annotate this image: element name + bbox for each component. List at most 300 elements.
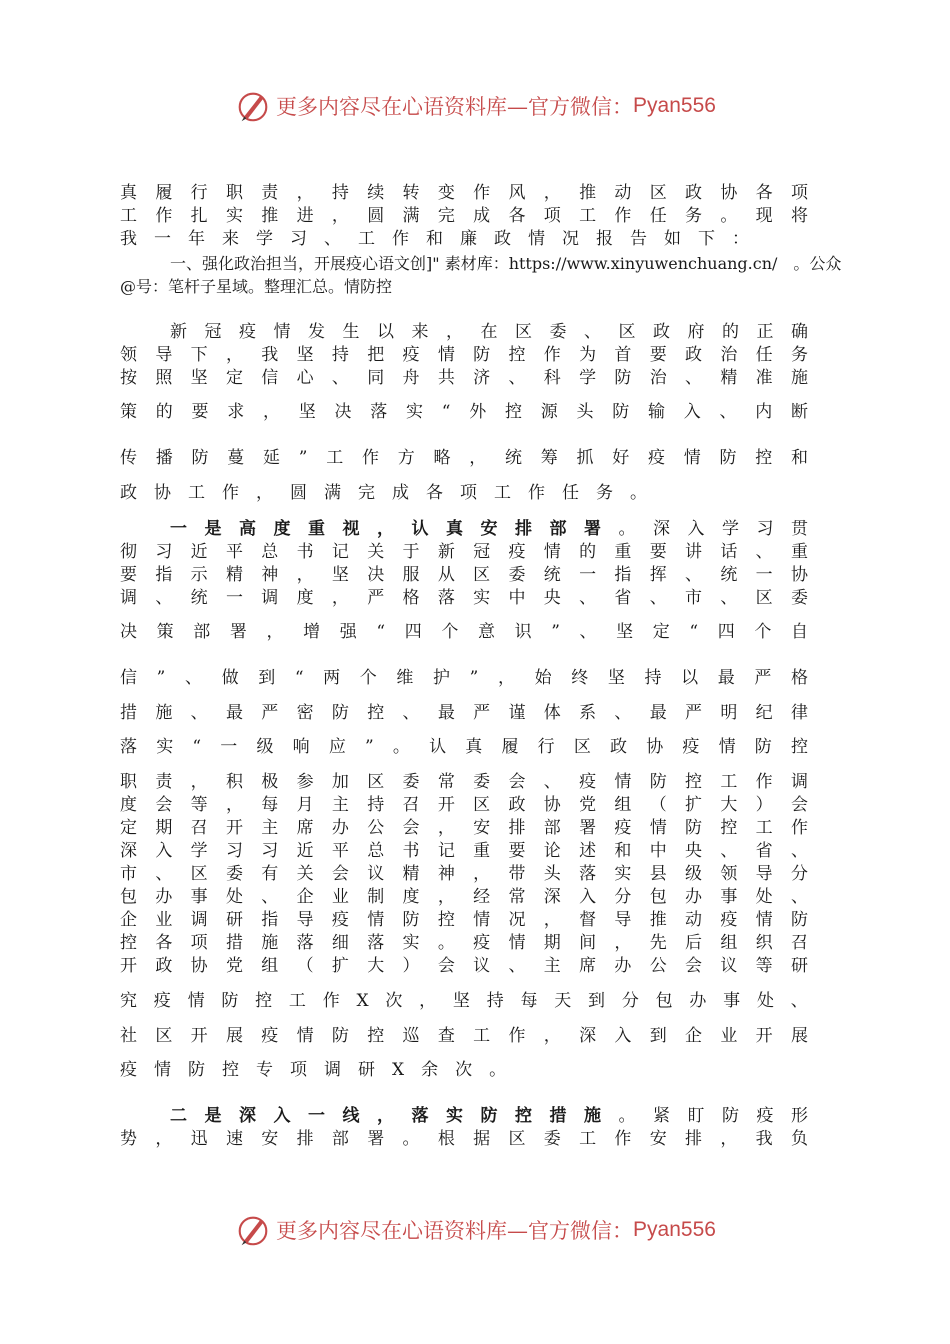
text-char: 办 [689, 991, 707, 1011]
text-char: 认 [411, 519, 429, 539]
text-char: 施 [155, 703, 173, 723]
text-char: 落 [437, 588, 455, 608]
text-char: 满 [402, 206, 420, 226]
text-char: 开 [755, 1026, 773, 1046]
text-char: 导 [755, 864, 773, 884]
text-char: 终 [571, 668, 589, 688]
text-char: 等 [755, 956, 773, 976]
text-char: 每 [261, 795, 279, 815]
text-char: 施 [261, 933, 279, 953]
text-char: 项 [790, 183, 808, 203]
text-char: 展 [225, 1026, 243, 1046]
text-char: 把 [367, 345, 385, 365]
text-char: 专 [256, 1060, 273, 1080]
text-char: 延 [263, 448, 280, 468]
text-char: 完 [437, 206, 455, 226]
text-char: 疫 [120, 1060, 137, 1080]
text-char: 情 [367, 910, 385, 930]
text-char: 委 [402, 772, 420, 792]
text-char: 情 [683, 448, 701, 468]
text-char: 习 [756, 519, 774, 539]
text-char: 疫 [261, 1026, 279, 1046]
text-char: 开 [120, 956, 137, 976]
text-char: 首 [614, 345, 632, 365]
text-char: 策 [156, 622, 174, 642]
text-char: 督 [579, 910, 597, 930]
text-char: 纪 [755, 703, 773, 723]
text-char: 传 [120, 448, 137, 468]
text-char: 大 [367, 956, 385, 976]
text-line [120, 564, 808, 586]
text-char: 企 [685, 1026, 702, 1046]
text-char: 按 [120, 368, 137, 388]
text-line [120, 1128, 808, 1150]
text-char: 调 [120, 588, 137, 608]
text-char: 指 [614, 565, 632, 585]
text-char: 省 [755, 841, 773, 861]
text-char: 企 [120, 910, 137, 930]
text-char: 作 [361, 448, 379, 468]
text-char: 来 [222, 229, 239, 249]
text-char: ” [365, 737, 374, 757]
text-char: 度 [296, 588, 314, 608]
text-line [120, 817, 808, 839]
text-char: 制 [367, 887, 385, 907]
text-char: 会 [155, 795, 173, 815]
text-char: 开 [225, 818, 243, 838]
text-char: 政 [685, 183, 702, 203]
text-char: 任 [755, 345, 773, 365]
text-char: 委 [790, 588, 808, 608]
text-char: 形 [791, 1106, 808, 1126]
text-char: 抓 [576, 448, 594, 468]
text-char: 防 [221, 991, 239, 1011]
text-char: 履 [501, 737, 519, 757]
text-char: 重 [308, 519, 325, 539]
text-char: 。 [392, 737, 410, 757]
text-char: “ [294, 668, 304, 688]
text-char: ” [156, 668, 166, 688]
text-char: 项 [190, 933, 208, 953]
text-line [120, 886, 808, 908]
text-char: 包 [120, 887, 137, 907]
text-char: 最 [717, 668, 735, 688]
text-char: 控 [367, 1026, 385, 1046]
text-char: 疫 [720, 910, 738, 930]
text-char: 防 [685, 818, 702, 838]
text-char: 服 [402, 565, 420, 585]
text-char: 视 [342, 519, 360, 539]
text-char: 共 [437, 368, 455, 388]
text-char: 强 [339, 622, 357, 642]
text-char: 。 [720, 206, 738, 226]
text-char: 作 [473, 183, 491, 203]
text-char: 防 [722, 1106, 739, 1126]
text-char: ） [402, 956, 420, 976]
text-char: 自 [790, 622, 808, 642]
text-char: 措 [225, 933, 243, 953]
text-char: 工 [188, 483, 205, 503]
text-char: 月 [296, 795, 314, 815]
text-char: 统 [504, 448, 522, 468]
text-char: 积 [225, 772, 243, 792]
text-char: 控 [720, 818, 738, 838]
text-line [120, 955, 808, 977]
text-char: 、 [720, 841, 738, 861]
text-char: 认 [429, 737, 447, 757]
text-line [120, 840, 808, 862]
text-char: 研 [790, 956, 808, 976]
text-char: 新 [437, 542, 455, 562]
text-char: “ [689, 622, 699, 642]
text-char: 深 [579, 1026, 597, 1046]
text-char: 业 [331, 887, 349, 907]
text-char: 我 [755, 1129, 773, 1149]
text-char: 协 [154, 483, 171, 503]
text-char: 、 [720, 588, 738, 608]
text-char: 情 [543, 542, 561, 562]
text-char: ， [296, 565, 314, 585]
text-char: ， [331, 206, 349, 226]
text-char: “ [376, 622, 386, 642]
text-char: 指 [155, 565, 173, 585]
text-char: 等 [190, 795, 208, 815]
text-char: 冠 [473, 542, 491, 562]
text-char: 事 [723, 991, 741, 1011]
text-char: 一 [308, 1106, 325, 1126]
text-char: 我 [120, 229, 137, 249]
text-char: 查 [437, 1026, 455, 1046]
text-char: 实 [446, 1106, 463, 1126]
text-char: 持 [331, 183, 349, 203]
text-char: 情 [437, 345, 455, 365]
text-char: 巡 [402, 1026, 420, 1046]
text-char: 一 [579, 565, 597, 585]
text-char: 防 [402, 910, 420, 930]
text-char: 疫 [239, 322, 256, 342]
text-line [120, 344, 808, 366]
text-char: 要 [120, 565, 137, 585]
text-char: ， [446, 322, 463, 342]
text-char: 要 [508, 841, 526, 861]
text-char: 速 [225, 1129, 243, 1149]
text-char: 统 [190, 588, 208, 608]
text-char: 处 [225, 887, 243, 907]
text-char: 将 [790, 206, 808, 226]
text-char: 年 [188, 229, 205, 249]
text-char: 况 [508, 910, 526, 930]
text-char: 区 [155, 1026, 173, 1046]
text-char: 每 [520, 991, 538, 1011]
text-char: 中 [508, 588, 526, 608]
text-char: ： [732, 229, 749, 249]
text-char: 学 [190, 841, 208, 861]
text-char: 分 [614, 887, 632, 907]
text-char: 措 [549, 1106, 567, 1126]
text-char: 实 [614, 864, 632, 884]
text-char: 有 [261, 864, 279, 884]
text-char: ， [543, 910, 561, 930]
text-char: 事 [720, 887, 738, 907]
text-char: 两 [323, 668, 341, 688]
text-char: 区 [508, 1129, 526, 1149]
text-char: 圆 [367, 206, 385, 226]
text-char: 平 [331, 841, 349, 861]
text-line [120, 863, 808, 885]
text-char: X [392, 1060, 405, 1080]
text-char: 项 [543, 206, 561, 226]
text-line [120, 182, 808, 204]
text-char: ， [419, 991, 437, 1011]
text-char: 度 [273, 519, 291, 539]
text-char: 二 [170, 1106, 187, 1126]
text-char: 重 [790, 542, 808, 562]
text-char: 召 [190, 818, 208, 838]
text-char: 先 [649, 933, 667, 953]
text-char: 报 [596, 229, 613, 249]
text-char: ， [225, 795, 243, 815]
text-char: 一 [220, 737, 238, 757]
text-char: 防 [649, 772, 667, 792]
text-char: ， [377, 1106, 394, 1126]
text-char: 格 [402, 588, 420, 608]
text-char: 署 [229, 622, 247, 642]
text-char: 重 [473, 841, 491, 861]
text-line [120, 205, 808, 227]
text-char: 科 [543, 368, 561, 388]
text-char: 冠 [204, 322, 222, 342]
text-char: 扎 [190, 206, 208, 226]
text-char: 调 [190, 910, 208, 930]
text-char: 决 [367, 565, 385, 585]
text-char: 和 [426, 229, 443, 249]
text-char: 生 [342, 322, 360, 342]
text-char: 入 [683, 402, 701, 422]
text-char: 响 [292, 737, 310, 757]
text-char: 协 [190, 956, 208, 976]
text-char: 坚 [296, 345, 314, 365]
text-char: 、 [155, 588, 173, 608]
text-char: “ [192, 737, 202, 757]
text-char: 防 [331, 703, 349, 723]
text-char: 领 [120, 345, 137, 365]
text-char: 情 [649, 818, 667, 838]
text-char: 同 [367, 368, 385, 388]
text-char: 源 [540, 402, 558, 422]
text-line [120, 1025, 808, 1047]
text-char: 部 [331, 1129, 349, 1149]
text-char: 余 [421, 1060, 439, 1080]
text-char: 正 [756, 322, 774, 342]
text-char: 精 [720, 368, 738, 388]
text-char: 职 [225, 183, 243, 203]
text-char: 落 [120, 737, 137, 757]
text-char: 情 [755, 910, 773, 930]
text-char: 府 [687, 322, 705, 342]
text-char: 落 [367, 933, 385, 953]
text-char: 、 [402, 703, 420, 723]
text-char: 各 [155, 933, 173, 953]
text-char: 工 [720, 772, 738, 792]
text-char: 情 [528, 229, 545, 249]
text-char: 各 [426, 483, 443, 503]
text-char: 开 [437, 795, 455, 815]
text-char: 施 [790, 368, 808, 388]
text-char: 省 [614, 588, 632, 608]
text-char: 落 [411, 1106, 429, 1126]
text-char: 律 [790, 703, 808, 723]
text-char: 究 [120, 991, 137, 1011]
text-char: 治 [649, 368, 667, 388]
text-char: 工 [579, 1129, 597, 1149]
text-char: 严 [473, 703, 491, 723]
text-char: 工 [288, 991, 306, 1011]
text-char: 办 [685, 887, 702, 907]
text-char: 、 [579, 622, 597, 642]
text-char: 市 [120, 864, 137, 884]
text-char: 动 [685, 910, 702, 930]
text-char: 平 [225, 542, 243, 562]
text-char: 总 [261, 542, 279, 562]
text-char: 、 [508, 956, 526, 976]
text-char: 常 [508, 887, 526, 907]
text-char: 持 [367, 795, 385, 815]
text-char: 推 [261, 206, 279, 226]
text-char: 好 [612, 448, 630, 468]
text-char: 扩 [331, 956, 349, 976]
text-char: 党 [579, 795, 597, 815]
text-char: 落 [370, 402, 388, 422]
text-char: 照 [155, 368, 173, 388]
text-char: 入 [273, 1106, 291, 1126]
text-char: 防 [188, 1060, 205, 1080]
text-char: 会 [402, 818, 420, 838]
text-line [120, 932, 808, 954]
text-char: 加 [331, 772, 349, 792]
text-char: 入 [579, 887, 597, 907]
text-char: 间 [579, 933, 597, 953]
text-char: 。 [618, 1106, 636, 1126]
text-char: 组 [261, 956, 279, 976]
text-char: 工 [579, 206, 597, 226]
text-char: 组 [720, 933, 738, 953]
text-char: 排 [515, 519, 532, 539]
text-char: 协 [720, 183, 738, 203]
text-line [120, 909, 808, 931]
text-char: 舟 [402, 368, 420, 388]
text-char: 风 [508, 183, 526, 203]
text-char: ” [298, 448, 308, 468]
text-char: 统 [543, 565, 561, 585]
text-char: 于 [402, 542, 420, 562]
text-char: 项 [290, 1060, 307, 1080]
text-char: 要 [649, 345, 667, 365]
text-char: 应 [328, 737, 346, 757]
text-char: ， [614, 933, 632, 953]
text-char: 公 [649, 956, 667, 976]
text-char: 区 [618, 322, 636, 342]
text-char: 施 [584, 1106, 601, 1126]
text-char: 系 [579, 703, 597, 723]
footer-banner [0, 1210, 950, 1250]
text-char: 党 [225, 956, 243, 976]
text-char: 总 [367, 841, 385, 861]
text-char: 委 [543, 1129, 561, 1149]
text-char: 工 [326, 448, 344, 468]
text-char: 况 [562, 229, 579, 249]
text-char: 高 [239, 519, 256, 539]
text-char: 委 [473, 772, 491, 792]
text-char: 开 [190, 1026, 208, 1046]
text-char: 蔓 [227, 448, 245, 468]
text-char: 格 [790, 668, 808, 688]
text-char: 持 [486, 991, 504, 1011]
text-char: 政 [685, 345, 702, 365]
text-char: 作 [614, 1129, 632, 1149]
text-char: 行 [190, 183, 208, 203]
text-char: 主 [261, 818, 279, 838]
text-char: 委 [508, 565, 526, 585]
text-char: 政 [508, 795, 526, 815]
text-char: 排 [508, 818, 526, 838]
text-char: 深 [120, 841, 137, 861]
text-char: 示 [190, 565, 208, 585]
text-char: 度 [120, 795, 137, 815]
text-char: 书 [402, 841, 420, 861]
text-char: 疫 [756, 1106, 774, 1126]
text-char: 主 [331, 795, 349, 815]
text-char: 政 [653, 322, 670, 342]
text-char: 一 [154, 229, 171, 249]
text-char: 作 [222, 483, 239, 503]
text-char: 作 [508, 1026, 526, 1046]
text-char: 据 [473, 1129, 491, 1149]
text-char: 续 [367, 183, 385, 203]
text-char: 关 [367, 542, 385, 562]
text-char: 入 [687, 519, 705, 539]
text-char: 防 [614, 368, 632, 388]
text-char: 、 [261, 887, 279, 907]
text-char: 策 [120, 402, 137, 422]
text-char: 一 [225, 588, 243, 608]
text-char: ， [155, 1129, 173, 1149]
text-char: 完 [358, 483, 375, 503]
text-char: 入 [155, 841, 173, 861]
text-char: 工 [494, 483, 511, 503]
text-char: 署 [579, 818, 597, 838]
text-char: 控 [222, 1060, 239, 1080]
text-char: ， [266, 622, 284, 642]
text-char: 级 [256, 737, 274, 757]
text-char: 情 [187, 991, 205, 1011]
text-char: 防 [612, 402, 630, 422]
text-char: 输 [647, 402, 665, 422]
text-char: 做 [221, 668, 239, 688]
text-char: 外 [469, 402, 487, 422]
text-char: 习 [261, 841, 279, 861]
text-char: 信 [261, 368, 279, 388]
text-char: 和 [790, 448, 808, 468]
text-char: 控 [685, 772, 702, 792]
text-char: ， [190, 772, 208, 792]
section-heading-line-2: @号：笔杆子星域。整理汇总。情防控 [120, 277, 393, 296]
text-char: 度 [402, 887, 420, 907]
text-char: 议 [367, 864, 385, 884]
text-char: 严 [754, 668, 772, 688]
text-char: ， [256, 483, 273, 503]
text-char: 会 [437, 956, 455, 976]
text-char: 调 [790, 772, 808, 792]
